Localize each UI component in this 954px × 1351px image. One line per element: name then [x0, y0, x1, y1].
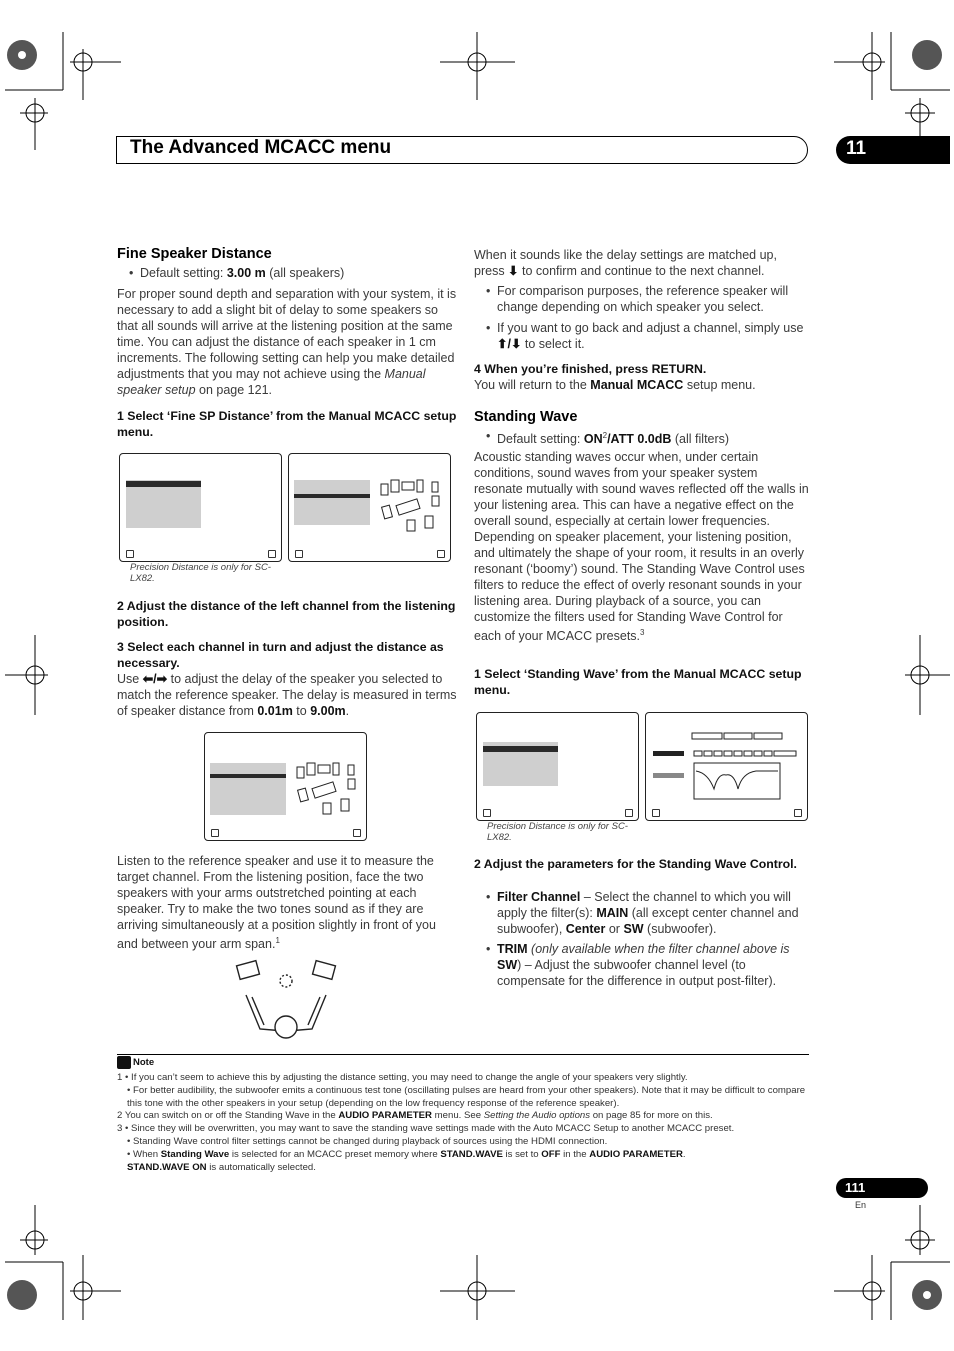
fine-default-setting: • Default setting: 3.00 m (all speakers) — [140, 265, 460, 281]
sw-default-setting: • Default setting: $ON^2$/ATT 0.0dB (all filters) — [497, 428, 809, 447]
note-3b: • Standing Wave control filter settings cannot be changed during playback of sources using the HDMI connection. — [127, 1136, 608, 1147]
note-1b: • For better audibility, the subwoofer emits a continuous test tone (oscillating pulses are heard from your other speakers). Note that it may be difficult to compare this tone with the other speakers in your setup (depending on the low frequency response of the reference speaker). — [127, 1085, 806, 1109]
page-number: 111 — [845, 1180, 866, 1195]
osd-fine-distance-screen — [288, 453, 451, 562]
osd-left-icon — [483, 809, 491, 817]
osd-right-icon — [794, 809, 802, 817]
page-title: The Advanced MCACC menu — [130, 137, 392, 158]
notes-divider — [117, 1054, 809, 1055]
fine-speaker-heading: Fine Speaker Distance — [117, 246, 272, 262]
osd-left-icon — [126, 550, 134, 558]
notes-title: Note — [133, 1057, 155, 1068]
standing-wave-graph — [646, 713, 807, 820]
sw-caption: Precision Distance is only for SC-LX82. — [487, 821, 628, 843]
note-3c: • When Standing Wave is selected for an MCACC preset memory where STAND.WAVE is set to OFF in the AUDIO PARAMETER. STAND.WAVE ON is automatically selected. — [127, 1149, 686, 1173]
sw-paragraph: Acoustic standing waves occur when, under certain conditions, sound waves from your speaker system resonate mutually with sound waves reflected off the walls in your listening area. This can have a negative effect on the overall sound, especially at certain lower frequencies. Depending on speaker placement, your listening position, and ultimately the shape of your room, it results in an overly resonant (‘boomy’) sound. The Standing Wave Control uses filters to reduce the effect of overly resonant sounds in your listening area. During playback of a source, you can customize the filters used for Standing Wave Control for each of your MCACC presets.$^3$ — [474, 450, 809, 644]
fine-listen-paragraph: Listen to the reference speaker and use it to measure the target channel. From the listening position, face the two speakers with your arms outstretched pointing at each speaker. Try to make the two tones sound as if they are arriving simultaneously at a position slightly in front of you and between your arm span.$^1$ — [117, 854, 436, 952]
distance-adjust-box — [210, 763, 286, 815]
fine-use-paragraph: Use ⬅/➡ to adjust the delay of the speaker you selected to match the reference speaker. The delay is measured in terms of speaker distance from 0.01m to 9.00m. — [117, 672, 457, 718]
osd-manual-mcacc-menu-sw — [476, 712, 639, 821]
osd-distance-adjust-screen — [204, 732, 367, 841]
distance-adjust-slider — [210, 774, 286, 778]
fine-intro-paragraph: For proper sound depth and separation with your system, it is necessary to add a slight bit of delay to some speakers so that all sounds will arrive at the listening position at the same time. You can adjust the distance of each speaker in 1 cm increments. The following setting can help you make detailed adjustments that you may not achieve using the Manual speaker setup on page 121. — [117, 287, 457, 397]
fine-step-1: 1 Select ‘Fine SP Distance’ from the Manual MCACC setup menu. — [117, 409, 457, 439]
osd-left-icon — [652, 809, 660, 817]
menu-list-box — [126, 480, 201, 528]
menu-highlight — [126, 481, 201, 487]
osd-manual-mcacc-menu — [119, 453, 282, 562]
right-bullet-1: • For comparison purposes, the reference speaker will change depending on which speaker you select. — [497, 283, 809, 315]
sw-step-1: 1 Select ‘Standing Wave’ from the Manual MCACC setup menu. — [474, 667, 802, 697]
osd-right-icon — [353, 829, 361, 837]
fine-step-3: 3 Select each channel in turn and adjust the distance as necessary. — [117, 640, 444, 670]
speaker-layout-icon — [293, 759, 361, 817]
distance-list-box — [294, 480, 370, 525]
right-return-text: You will return to the Manual MCACC setup menu. — [474, 378, 756, 392]
menu-highlight — [483, 746, 558, 752]
standing-wave-heading: Standing Wave — [474, 409, 578, 425]
page-language: En — [855, 1200, 867, 1210]
osd-left-icon — [211, 829, 219, 837]
sw-trim-bullet: • TRIM (only available when the filter channel above is SW) – Adjust the subwoofer channel level (to compensate for the difference in output post-filter). — [497, 941, 809, 989]
right-step-4: 4 When you’re finished, press RETURN. — [474, 362, 707, 376]
fine-step-2: 2 Adjust the distance of the left channel from the listening position. — [117, 599, 456, 629]
note-1a: 1 • If you can’t seem to achieve this by adjusting the distance setting, you may need to change the angle of your speakers very slightly. — [117, 1072, 688, 1083]
sw-filter-channel-bullet: • Filter Channel – Select the channel to which you will apply the filter(s): MAIN (all except center channel and subwoofer), Center or SW (subwoofer). — [497, 889, 809, 937]
distance-slider — [294, 494, 370, 498]
fine-caption: Precision Distance is only for SC-LX82. — [130, 562, 271, 584]
osd-left-icon — [295, 550, 303, 558]
osd-right-icon — [625, 809, 633, 817]
osd-right-icon — [268, 550, 276, 558]
chapter-number: 11 — [846, 138, 867, 159]
osd-standing-wave-screen — [645, 712, 808, 821]
speaker-layout-icon — [377, 476, 445, 534]
sw-step-2: 2 Adjust the parameters for the Standing Wave Control. — [474, 857, 797, 871]
right-when-paragraph: When it sounds like the delay settings are matched up, press ⬇ to confirm and continue to the next channel. — [474, 248, 777, 278]
note-icon — [117, 1056, 131, 1069]
listening-position-illustration — [234, 955, 344, 1043]
right-bullet-2: • If you want to go back and adjust a channel, simply use ⬆/⬇ to select it. — [497, 320, 809, 352]
osd-right-icon — [437, 550, 445, 558]
note-3a: 3 • Since they will be overwritten, you may want to save the standing wave settings made with the Auto MCACC Setup to another MCACC preset. — [117, 1123, 735, 1134]
note-2: 2 You can switch on or off the Standing Wave in the AUDIO PARAMETER menu. See Setting the Audio options on page 85 for more on this. — [117, 1110, 713, 1121]
